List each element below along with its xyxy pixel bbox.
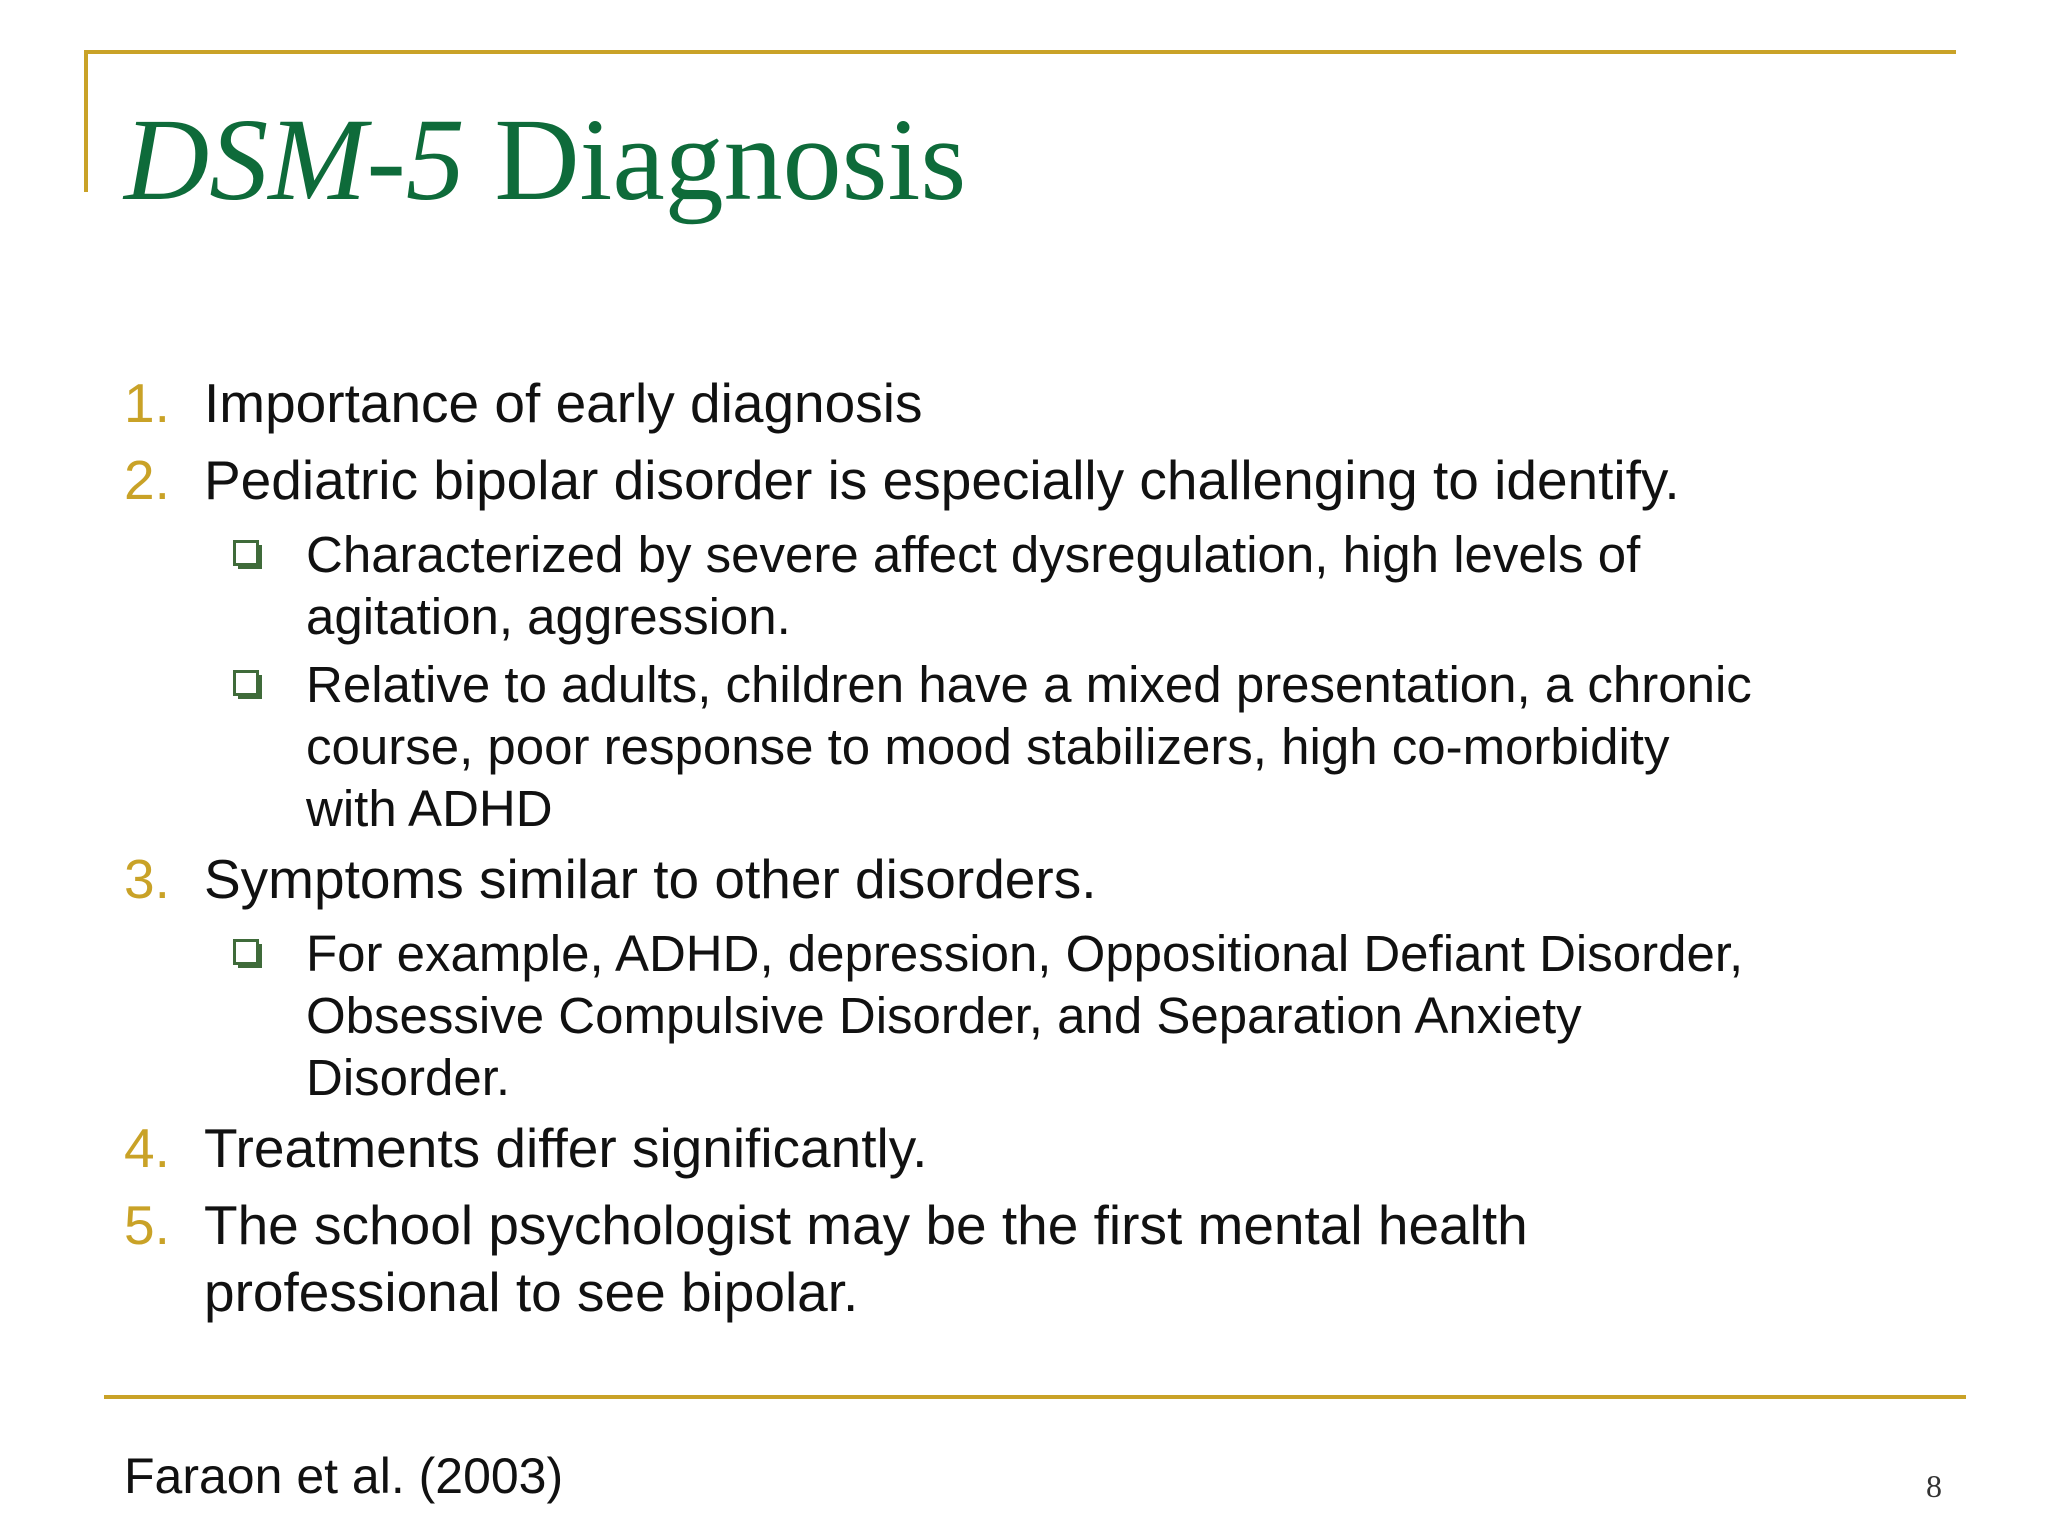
slide-title-italic: DSM-5: [124, 94, 465, 225]
item-text-line: Treatments differ significantly.: [204, 1117, 928, 1179]
sub-item-text-line: Obsessive Compulsive Disorder, and Separation Anxiety: [306, 987, 1582, 1044]
footer-rule: [104, 1395, 1966, 1399]
item-number: 2.: [124, 449, 170, 511]
checkbox-bullet-icon: [233, 540, 263, 570]
page-number: 8: [1926, 1468, 1942, 1504]
item-text-line: Importance of early diagnosis: [204, 372, 923, 434]
sub-item-text-line: Characterized by severe affect dysregulation, high levels of: [306, 526, 1641, 583]
slide-title-rest: Diagnosis: [464, 94, 967, 225]
sub-item-text-line: For example, ADHD, depression, Oppositional Defiant Disorder,: [306, 925, 1744, 982]
sub-item-text-line: with ADHD: [306, 780, 553, 837]
item-number: 1.: [124, 372, 170, 434]
sub-item-text-line: Disorder.: [306, 1049, 511, 1106]
sub-item-text-line: agitation, aggression.: [306, 588, 791, 645]
sub-item-text-line: course, poor response to mood stabilizers, high co-morbidity: [306, 718, 1670, 775]
item-text-line: The school psychologist may be the first mental health: [204, 1194, 1528, 1256]
sub-item-text-line: Relative to adults, children have a mixed presentation, a chronic: [306, 656, 1752, 713]
source-citation: Faraon et al. (2003): [124, 1448, 564, 1504]
item-number: 3.: [124, 848, 170, 910]
checkbox-bullet-icon: [233, 939, 263, 969]
item-number: 5.: [124, 1194, 170, 1256]
item-number: 4.: [124, 1117, 170, 1179]
item-text-line: Symptoms similar to other disorders.: [204, 848, 1097, 910]
item-text-line: Pediatric bipolar disorder is especially challenging to identify.: [204, 449, 1680, 511]
item-text-line: professional to see bipolar.: [204, 1261, 859, 1323]
checkbox-bullet-icon: [233, 670, 263, 700]
